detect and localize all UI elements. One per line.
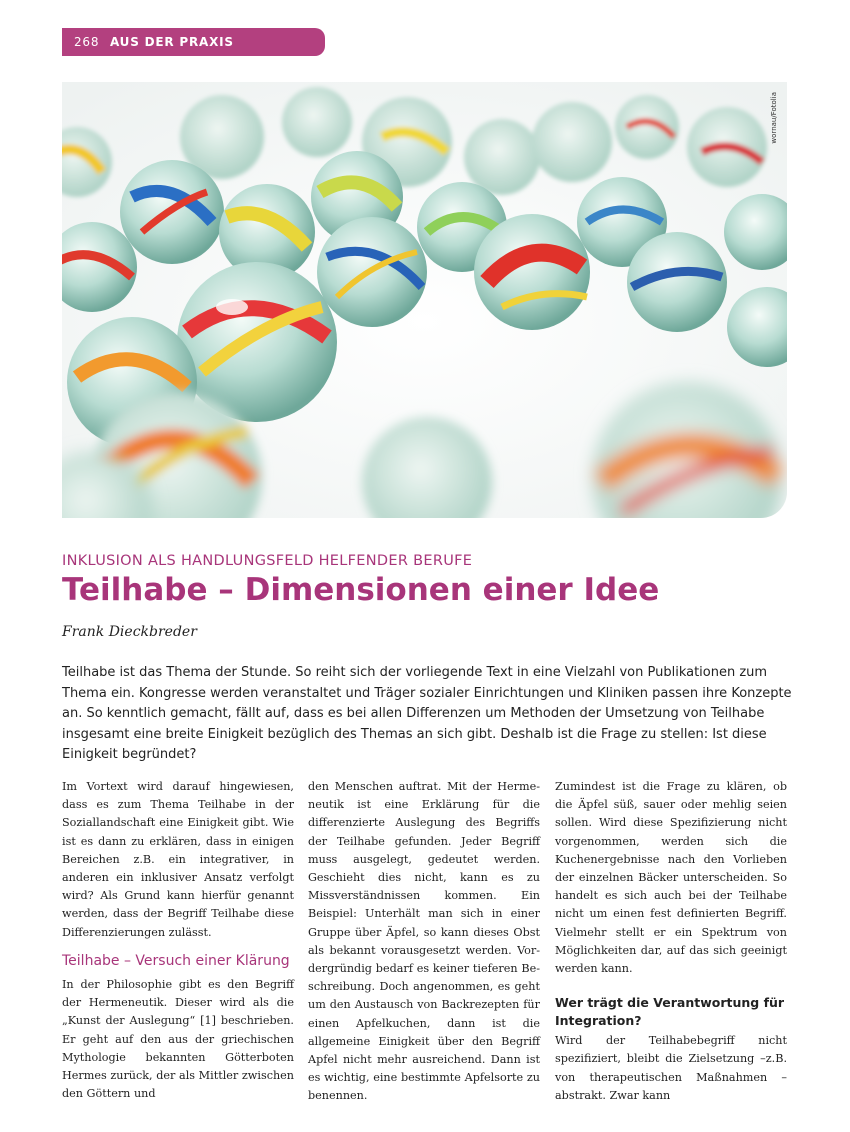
text-column-3: [555, 778, 787, 1105]
hero-image-marbles: [62, 82, 787, 518]
text-column-2: [308, 778, 540, 1106]
article-kicker: INKLUSION ALS HANDLUNGSFELD HELFENDER BERUFE: [62, 553, 473, 569]
paragraph: den Menschen auftrat. Mit der Hermeneutik ist eine Erklärung für die differenzierte Auslegung des Begriffs der Teilhabe gefunden. Jeder Begriff muss ausgelegt, gedeutet werden. Geschieht dies nicht, kann es zu Missverständnissen kommen. Ein Beispiel: Unterhält man sich in einer Gruppe über Äpfel, so kann dieses Obst als bekannt vorausgesetzt werden. Vordergründig bedarf es keiner tieferen Beschreibung. Doch angenommen, es geht um den Austausch von Backrezepten für einen Apfelkuchen, dann ist die allgemeine Einigkeit über den Begriff Apfel nicht mehr ausreichend. Dann ist es wichtig, eine bestimmte Apfelsorte zu benennen.: [308, 780, 540, 1103]
article-author: Frank Dieckbreder: [62, 624, 197, 640]
text-column-1: [62, 778, 294, 1103]
subheading: Teilhabe – Versuch einer Klärung: [62, 952, 290, 969]
article-lead: Teilhabe ist das Thema der Stunde. So reiht sich der vorliegende Text in eine Vielzahl von Publikationen zum Thema ein. Kongresse werden veranstaltet und Träger sozialer Einrichtungen und Kliniken passen ihre Konzepte an. So kenntlich gemacht, fällt auf, dass es bei allen Differenzen um Methoden der Umsetzung von Teilhabe insgesamt eine breite Einigkeit bezüglich des Themas an sich gibt. Deshalb ist die Frage zu stellen: Ist diese Einigkeit begründet?: [62, 665, 792, 762]
photo-credit: wornau/Fotolia: [770, 92, 778, 144]
article-title: Teilhabe – Dimensionen einer Idee: [62, 572, 660, 608]
section-tab: [62, 28, 325, 56]
paragraph: Zumindest ist die Frage zu klären, ob die Äpfel süß, sauer oder mehlig seien sollen. Wird diese Spezifizierung nicht vorgenommen, werden sich die Kuchenergebnisse nach den Vorlieben der einzelnen Bäcker unterscheiden. So handelt es sich auch bei der Teilhabe nicht um einen fest definierten Begriff. Vielmehr stellt er ein Spektrum von Möglichkeiten dar, auf das sich geeinigt werden kann.: [555, 780, 787, 976]
paragraph: In der Philosophie gibt es den Begriff der Hermeneutik. Dieser wird als die „Kunst der Auslegung“ [1] beschrieben. Er geht auf den aus der griechischen Mythologie bekannten Götterboten Hermes zurück, der als Mittler zwischen den Göttern und: [62, 978, 294, 1101]
paragraph: Wird der Teilhabebegriff nicht spezifiziert, bleibt die Zielsetzung –z.B. von therapeutischen Maßnahmen – abstrakt. Zwar kann: [555, 1034, 787, 1102]
section-label: AUS DER PRAXIS: [109, 35, 234, 49]
paragraph: Im Vortext wird darauf hingewiesen, dass es zum Thema Teilhabe in der Soziallandschaft eine Einigkeit gibt. Wie ist es dann zu erklären, dass in einigen Bereichen z.B. ein integrativer, in anderen ein inklusiver Ansatz verfolgt wird? Als Grund kann hierfür genannt werden, dass der Begriff Teilhabe diese Differenzierungen zulässt.: [62, 780, 294, 939]
page-number: 268: [74, 35, 100, 49]
subheading: Wer trägt die Verantwortung für Integration?: [555, 995, 785, 1029]
